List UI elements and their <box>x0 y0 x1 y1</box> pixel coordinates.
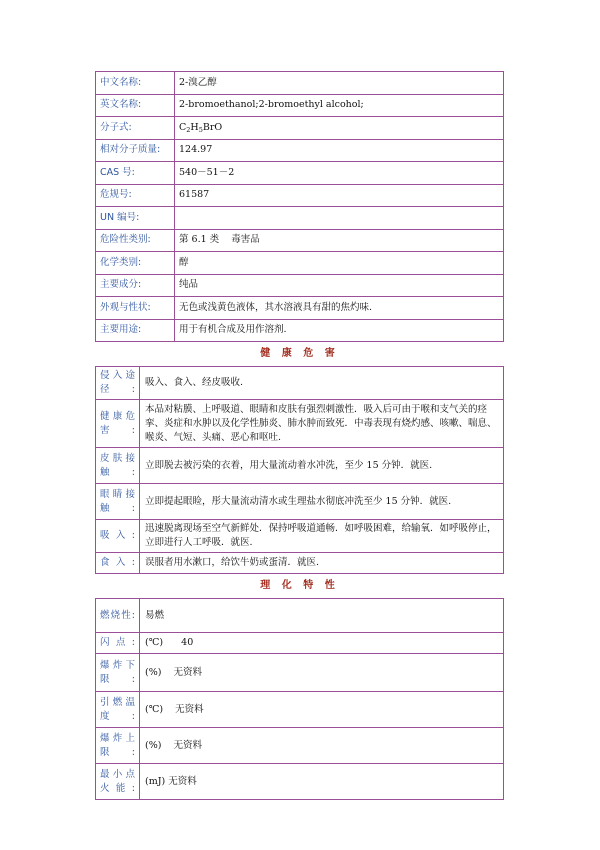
field-value: 2-溴乙醇 <box>175 72 504 95</box>
table-row <box>96 139 504 162</box>
table-row <box>96 162 504 185</box>
field-label: 侵入途径: <box>96 367 140 400</box>
field-value: (℃) 40 <box>140 633 504 654</box>
field-value: 2-bromoethanol;2-bromoethyl alcohol; <box>175 94 504 117</box>
physchem-heading: 理 化 特 性 <box>260 580 339 591</box>
field-value: 无色或浅黄色液体，其水溶液具有甜的焦灼味. <box>175 297 504 320</box>
field-label: 相对分子质量: <box>96 139 175 162</box>
field-value: 124.97 <box>175 139 504 162</box>
table-row <box>96 400 504 448</box>
field-value: 61587 <box>175 184 504 207</box>
field-label: 健康危害: <box>96 400 140 448</box>
field-value: 易燃 <box>140 599 504 633</box>
basic-info-table <box>95 71 504 342</box>
field-label: 主要成分: <box>96 274 175 297</box>
msds-sheet <box>95 71 504 800</box>
table-row <box>96 448 504 484</box>
field-label: 英文名称: <box>96 94 175 117</box>
field-value: 本品对粘膜、上呼吸道、眼睛和皮肤有强烈刺激性．吸入后可由于喉和支气关的痉挛、炎症和水肿以及化学性肺炎、肺水肿而致死．中毒表现有烧灼感、咳嗽、喘息、喉炎、气短、头痛、恶心和呕吐. <box>140 400 504 448</box>
field-value <box>175 207 504 230</box>
field-label: 眼睛接触: <box>96 484 140 520</box>
table-row <box>96 367 504 400</box>
health-hazard-table <box>95 366 504 574</box>
field-label: 化学类别: <box>96 252 175 275</box>
field-label: 引燃温度: <box>96 692 140 728</box>
field-label: 最小点火能: <box>96 764 140 800</box>
field-label: 皮肤接触: <box>96 448 140 484</box>
table-row <box>96 229 504 252</box>
field-value: 第 6.1 类 毒害品 <box>175 229 504 252</box>
physchem-table <box>95 598 504 800</box>
field-label: 爆炸上限: <box>96 728 140 764</box>
table-row <box>96 599 504 633</box>
table-row <box>96 764 504 800</box>
field-value: 迅速脱离现场至空气新鲜处．保持呼吸道通畅．如呼吸困难，给输氧．如呼吸停止，立即进行人工呼吸．就医. <box>140 520 504 553</box>
field-value: (%) 无资料 <box>140 654 504 692</box>
table-row <box>96 319 504 342</box>
table-row <box>96 117 504 140</box>
field-label: 危规号: <box>96 184 175 207</box>
table-row <box>96 520 504 553</box>
field-value: (mJ) 无资料 <box>140 764 504 800</box>
molecular-formula: $C_2H_5BrO$ <box>175 117 504 140</box>
table-row <box>96 297 504 320</box>
table-row <box>96 207 504 230</box>
field-value: 误服者用水漱口，给饮牛奶或蛋清．就医. <box>140 553 504 574</box>
field-label: 爆炸下限: <box>96 654 140 692</box>
field-label: 中文名称: <box>96 72 175 95</box>
table-row <box>96 184 504 207</box>
table-row <box>96 654 504 692</box>
table-row <box>96 692 504 728</box>
field-label: UN 编号: <box>96 207 175 230</box>
field-label: 分子式: <box>96 117 175 140</box>
field-label: 食入: <box>96 553 140 574</box>
field-value: 540－51－2 <box>175 162 504 185</box>
table-row <box>96 72 504 95</box>
field-value: (%) 无资料 <box>140 728 504 764</box>
table-row <box>96 553 504 574</box>
table-row <box>96 94 504 117</box>
field-label: 危险性类别: <box>96 229 175 252</box>
field-value: 纯品 <box>175 274 504 297</box>
field-label: 闪点: <box>96 633 140 654</box>
table-row <box>96 728 504 764</box>
health-hazard-heading: 健 康 危 害 <box>260 348 339 359</box>
field-value: 立即脱去被污染的衣着，用大量流动着水冲洗，至少 15 分钟．就医. <box>140 448 504 484</box>
field-value: 醇 <box>175 252 504 275</box>
field-label: 主要用途: <box>96 319 175 342</box>
table-row <box>96 484 504 520</box>
field-value: 吸入、食入、经皮吸收. <box>140 367 504 400</box>
table-row <box>96 274 504 297</box>
table-row <box>96 252 504 275</box>
field-label: CAS 号: <box>96 162 175 185</box>
field-label: 外观与性状: <box>96 297 175 320</box>
field-value: 立即提起眼睑，彤大量流动清水或生理盐水彻底冲洗至少 15 分钟．就医. <box>140 484 504 520</box>
field-value: 用于有机合成及用作溶剂. <box>175 319 504 342</box>
field-value: (℃) 无资料 <box>140 692 504 728</box>
table-row <box>96 633 504 654</box>
field-label: 燃烧性: <box>96 599 140 633</box>
field-label: 吸入: <box>96 520 140 553</box>
